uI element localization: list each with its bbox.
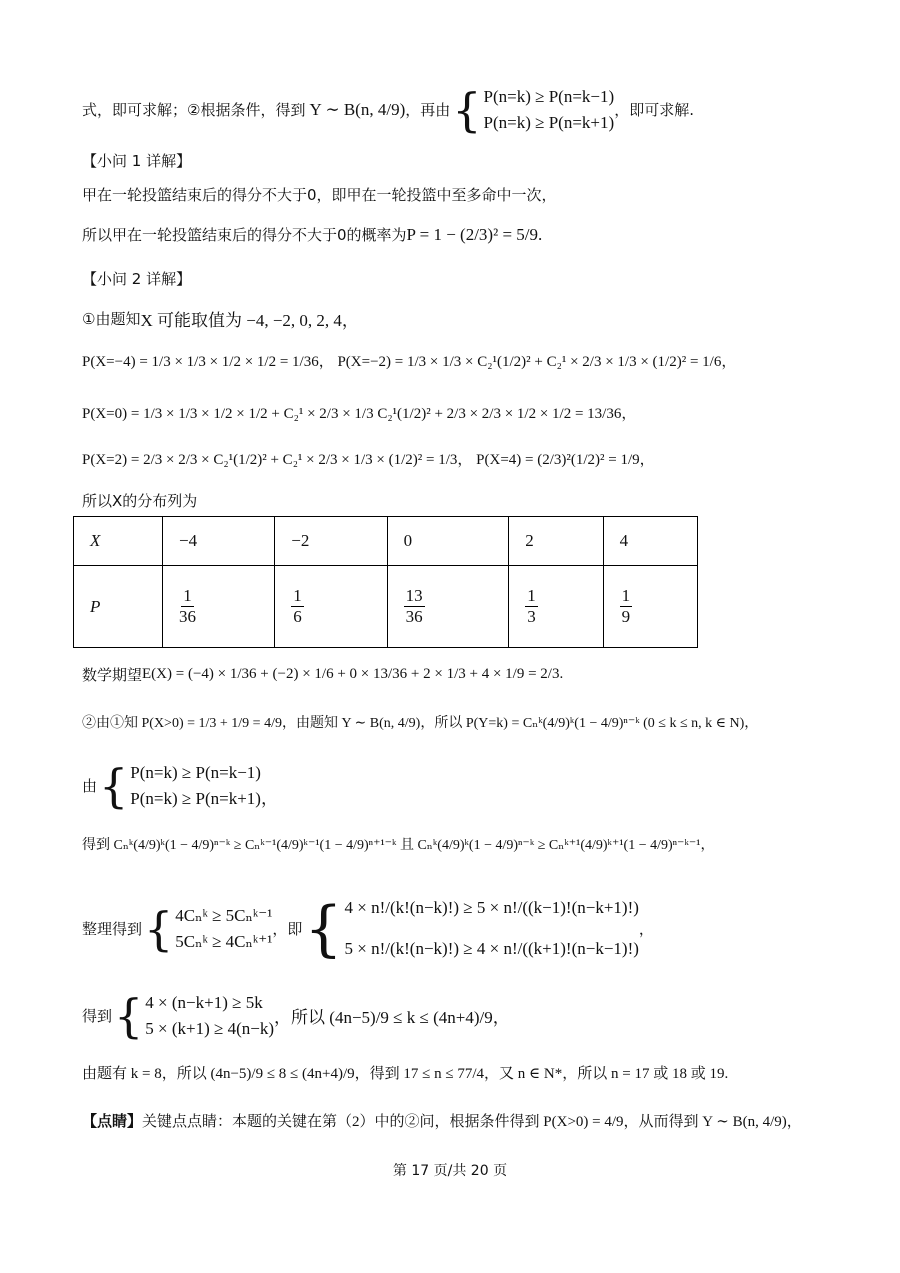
sys-b: P(n=k) ≥ P(n=k+1)， — [130, 788, 278, 808]
sub1-line1: 甲在一轮投篮结束后的得分不大于0，即甲在一轮投篮中至多命中一次， — [82, 186, 557, 204]
table-header-p: P — [74, 566, 163, 648]
table-cell — [603, 566, 697, 648]
part2-system1 — [82, 760, 278, 811]
frac-num: 13 — [405, 586, 423, 606]
part2-dedao — [82, 990, 510, 1041]
you-text: 由 — [82, 777, 98, 795]
table-header-x: X — [74, 517, 163, 566]
sub1-line2-math: P = 1 − (2/3)² = 5/9. — [406, 224, 543, 244]
table-cell — [163, 566, 275, 648]
ji-text: ，即 — [272, 920, 303, 939]
expectation-text: 数学期望 — [82, 666, 143, 684]
sys-h: 5 × (k+1) ≥ 4(n−k) — [145, 1018, 275, 1038]
prob-line-3: P(X=2) = 2/3 × 2/3 × C₂¹(1/2)² + C₂¹ × 2/3 × 1/3 × (1/2)² = 1/3， P(X=4) = (2/3)²(1/2)² = 1/9， — [82, 452, 655, 468]
brace-icon: { — [304, 893, 343, 964]
brace-icon: { — [99, 758, 129, 813]
table-row-p — [74, 566, 698, 648]
brace-icon: { — [144, 901, 174, 956]
sub2-line1 — [82, 306, 359, 331]
sys-d: 5Cₙᵏ ≥ 4Cₙᵏ⁺¹ — [175, 931, 273, 951]
dianjing-tag: 【点睛】 — [82, 1112, 143, 1130]
table-cell: 4 — [603, 517, 697, 566]
sys-c: 4Cₙᵏ ≥ 5Cₙᵏ⁻¹ — [175, 906, 273, 926]
intro-line — [82, 84, 694, 135]
dist-label: 所以X的分布列为 — [82, 492, 198, 510]
dianjing-line — [82, 1110, 802, 1131]
sub1-line2-text: 所以甲在一轮投篮结束后的得分不大于0的概率为 — [82, 226, 407, 244]
intro-math: Y ∼ B(n, 4/9) — [309, 99, 406, 119]
dianjing-text: 关键点点睛：本题的关键在第（2）中的②问，根据条件得到 P(X>0) = 4/9，从而得到 Y ∼ B(n, 4/9)， — [142, 1114, 802, 1130]
suoyi-text: ，所以 (4n−5)/9 ≤ k ≤ (4n+4)/9， — [274, 1008, 510, 1027]
part2-line1: ②由①知 P(X>0) = 1/3 + 1/9 = 4/9，由题知 Y ∼ B(n, 4/9)，所以 P(Y=k) = Cₙᵏ(4/9)ᵏ(1 − 4/9)ⁿ⁻ᵏ (0 ≤ k ≤ n, k ∈ N)， — [82, 716, 759, 731]
sys-f: 5 × n!/(k!(n−k)!) ≥ 4 × n!/((k+1)!(n−k−1)!) — [344, 938, 639, 958]
frac-num: 1 — [621, 586, 631, 606]
dedao-text: 得到 — [82, 1007, 113, 1025]
expectation-line — [82, 664, 563, 685]
part2-final: 由题有 k = 8，所以 (4n−5)/9 ≤ 8 ≤ (4n+4)/9，得到 17 ≤ n ≤ 77/4，又 n ∈ N*，所以 n = 17 或 18 或 19. — [82, 1066, 729, 1082]
intro-text2: ，再由 — [405, 101, 451, 119]
sub1-header: 【小问 1 详解】 — [82, 152, 192, 170]
table-cell — [509, 566, 603, 648]
table-cell — [275, 566, 387, 648]
frac-num: 1 — [527, 586, 536, 606]
sys-a: P(n=k) ≥ P(n=k−1) — [130, 763, 261, 782]
part2-zhengli — [82, 888, 654, 970]
sub2-line1-math: X 可能取值为 −4, −2, 0, 2, 4， — [140, 311, 359, 330]
zhengli-text: 整理得到 — [82, 920, 143, 939]
table-cell: −2 — [275, 517, 387, 566]
system-body — [345, 888, 639, 970]
brace-icon: { — [114, 988, 144, 1043]
table-cell: −4 — [163, 517, 275, 566]
frac-num: 1 — [293, 586, 302, 606]
frac-den: 36 — [179, 607, 196, 626]
prob-line-2: P(X=0) = 1/3 × 1/3 × 1/2 × 1/2 + C₂¹ × 2/3 × 1/3 C₂¹(1/2)² + 2/3 × 2/3 × 1/2 × 1/2 = 13/36， — [82, 406, 637, 422]
intro-text3: ，即可求解. — [614, 101, 694, 119]
intro-system — [484, 84, 615, 135]
sys-g: 4 × (n−k+1) ≥ 5k — [145, 993, 263, 1012]
frac-den: 36 — [405, 607, 423, 626]
table-cell: 2 — [509, 517, 603, 566]
frac-den: 3 — [527, 607, 536, 626]
table-row-x — [74, 517, 698, 566]
part2-line3: 得到 Cₙᵏ(4/9)ᵏ(1 − 4/9)ⁿ⁻ᵏ ≥ Cₙᵏ⁻¹(4/9)ᵏ⁻¹(1 − 4/9)ⁿ⁺¹⁻ᵏ 且 Cₙᵏ(4/9)ᵏ(1 − 4/9)ⁿ⁻ᵏ ≥ Cₙᵏ⁺¹(4/9)ᵏ⁺¹(1 − 4/9)ⁿ⁻ᵏ⁻¹， — [82, 838, 715, 853]
sys-e: 4 × n!/(k!(n−k)!) ≥ 5 × n!/((k−1)!(n−k+1)!) — [344, 898, 639, 917]
system-body — [175, 903, 272, 954]
brace-icon: { — [452, 82, 482, 137]
intro-sys1: P(n=k) ≥ P(n=k−1) — [483, 87, 615, 106]
frac-den: 9 — [621, 607, 631, 626]
frac-den: 6 — [293, 607, 302, 626]
table-cell — [387, 566, 509, 648]
sub2-header: 【小问 2 详解】 — [82, 270, 192, 288]
page-footer: 第 17 页/共 20 页 — [392, 1163, 508, 1179]
intro-text: 式，即可求解；②根据条件，得到 — [82, 101, 306, 119]
prob-line-1: P(X=−4) = 1/3 × 1/3 × 1/2 × 1/2 = 1/36， P(X=−2) = 1/3 × 1/3 × C₂¹(1/2)² + C₂¹ × 2/3 × 1/3 × (1/2)² = 1/6， — [82, 354, 737, 370]
sub2-line1-text: ①由题知 — [82, 310, 141, 328]
system-body — [145, 990, 274, 1041]
expectation-math: E(X) = (−4) × 1/36 + (−2) × 1/6 + 0 × 13/36 + 2 × 1/3 + 4 × 1/9 = 2/3. — [142, 666, 564, 682]
frac-num: 1 — [183, 586, 192, 606]
system-body — [130, 760, 278, 811]
intro-sys2: P(n=k) ≥ P(n=k+1) — [483, 112, 615, 132]
comma-text: ， — [638, 920, 654, 939]
table-cell: 0 — [387, 517, 509, 566]
sub1-line2 — [82, 224, 542, 245]
distribution-table — [73, 516, 698, 648]
